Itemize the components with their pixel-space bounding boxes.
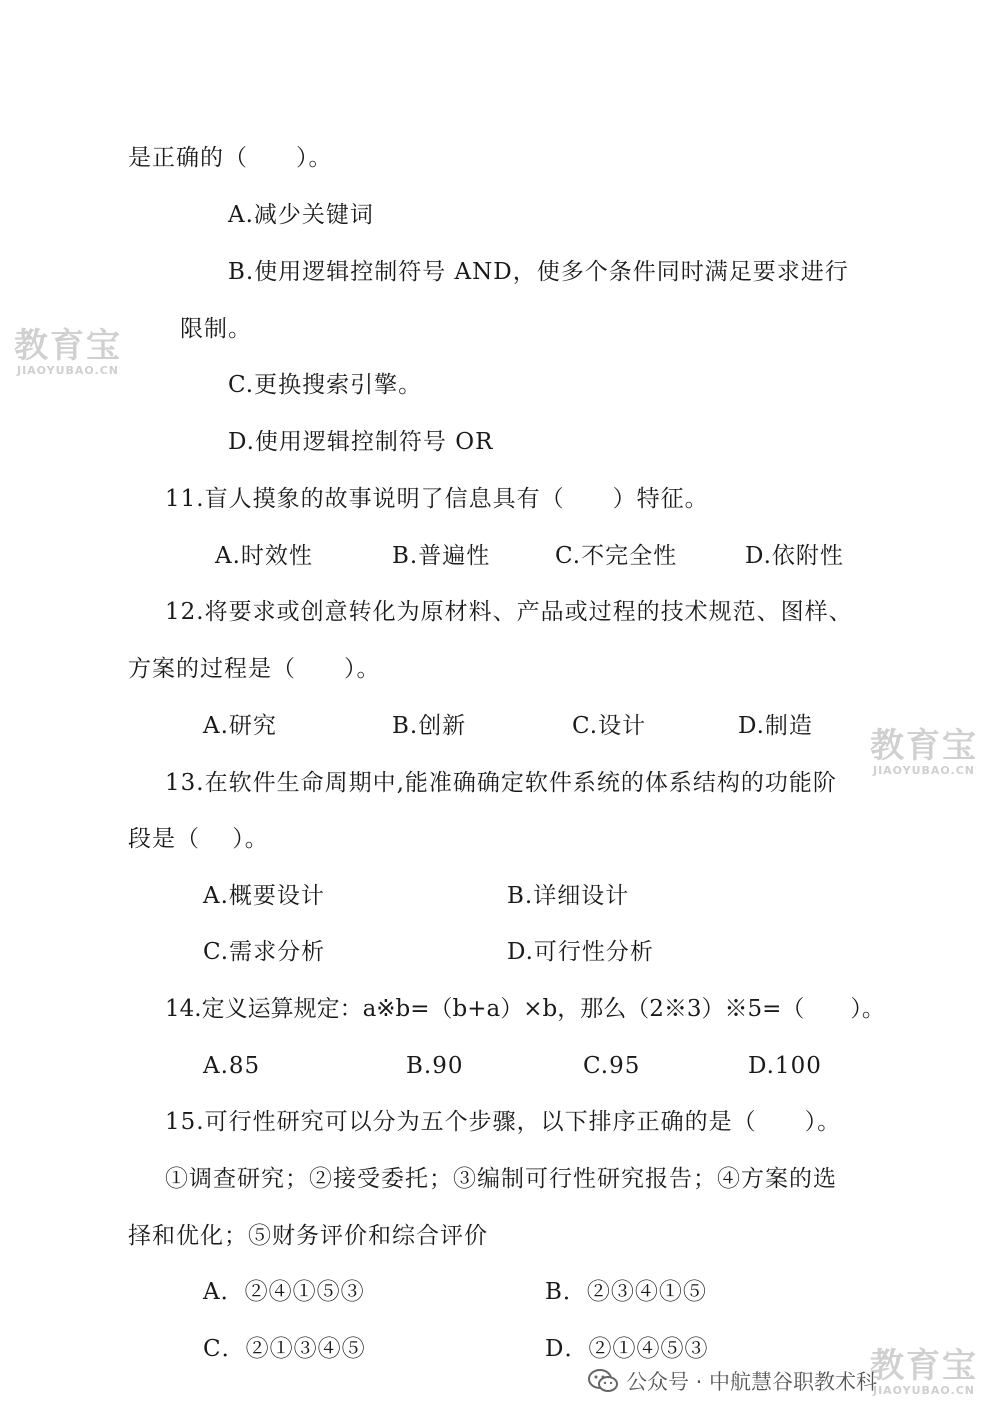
q13-stem-line1: 13.在软件生命周期中,能准确确定软件系统的体系结构的功能阶 (165, 770, 837, 796)
q10-option-b-line1: B.使用逻辑控制符号 AND，使多个条件同时满足要求进行 (228, 259, 849, 285)
q12-option-a: A.研究 (203, 713, 277, 739)
q13-stem-line2: 段是（ ）。 (128, 826, 269, 852)
watermark-logo (14, 328, 122, 377)
q12-option-c: C.设计 (572, 713, 647, 739)
q15-option-d: D．②①④⑤③ (545, 1336, 709, 1362)
q14-option-d: D.100 (748, 1053, 822, 1079)
q14-option-a: A.85 (203, 1053, 261, 1079)
q10-option-a: A.减少关键词 (228, 202, 374, 228)
watermark-brand: 教育宝 (870, 726, 978, 766)
watermark-domain: JIAOYUBAO.CN (872, 1384, 976, 1397)
q15-option-b: B．②③④①⑤ (545, 1279, 707, 1305)
watermark-logo (870, 1348, 978, 1397)
q14-option-c: C.95 (583, 1053, 641, 1079)
q15-steps-line1: ①调查研究；②接受委托；③编制可行性研究报告；④方案的选 (165, 1166, 837, 1192)
watermark-domain: JIAOYUBAO.CN (872, 764, 976, 777)
wechat-icon (588, 1368, 618, 1394)
q12-option-d: D.制造 (738, 713, 813, 739)
q11-option-a: A.时效性 (215, 543, 313, 569)
q13-option-c: C.需求分析 (203, 939, 326, 965)
wechat-footer (588, 1366, 877, 1396)
watermark-brand: 教育宝 (870, 1346, 978, 1386)
q10-option-c: C.更换搜索引擎。 (228, 372, 423, 398)
q10-option-d: D.使用逻辑控制符号 OR (228, 429, 494, 455)
q11-option-c: C.不完全性 (555, 543, 678, 569)
q11-option-b: B.普遍性 (392, 543, 491, 569)
watermark-brand: 教育宝 (14, 326, 122, 366)
q14-stem: 14.定义运算规定：a※b=（b+a）×b，那么（2※3）※5=（ ）。 (165, 996, 885, 1022)
q12-option-b: B.创新 (392, 713, 467, 739)
watermark-logo (870, 728, 978, 777)
q11-option-d: D.依附性 (745, 543, 844, 569)
q13-option-d: D.可行性分析 (507, 939, 654, 965)
q13-option-b: B.详细设计 (507, 883, 630, 909)
q12-stem-line1: 12.将要求或创意转化为原材料、产品或过程的技术规范、图样、 (165, 599, 853, 625)
q14-option-b: B.90 (406, 1053, 464, 1079)
watermark-domain: JIAOYUBAO.CN (16, 364, 120, 377)
q13-option-a: A.概要设计 (203, 883, 325, 909)
footer-text: 公众号 · 中航慧谷职教术科 (626, 1370, 878, 1394)
q10-stem-tail: 是正确的（ ）。 (128, 145, 333, 171)
q15-stem: 15.可行性研究可以分为五个步骤，以下排序正确的是（ ）。 (165, 1109, 842, 1135)
q12-stem-line2: 方案的过程是（ ）。 (128, 656, 381, 682)
q15-steps-line2: 择和优化；⑤财务评价和综合评价 (128, 1223, 488, 1249)
q10-option-b-line2: 限制。 (180, 316, 252, 342)
q15-option-c: C．②①③④⑤ (203, 1336, 366, 1362)
q11-stem: 11.盲人摸象的故事说明了信息具有（ ）特征。 (165, 486, 709, 512)
q15-option-a: A．②④①⑤③ (203, 1279, 365, 1305)
